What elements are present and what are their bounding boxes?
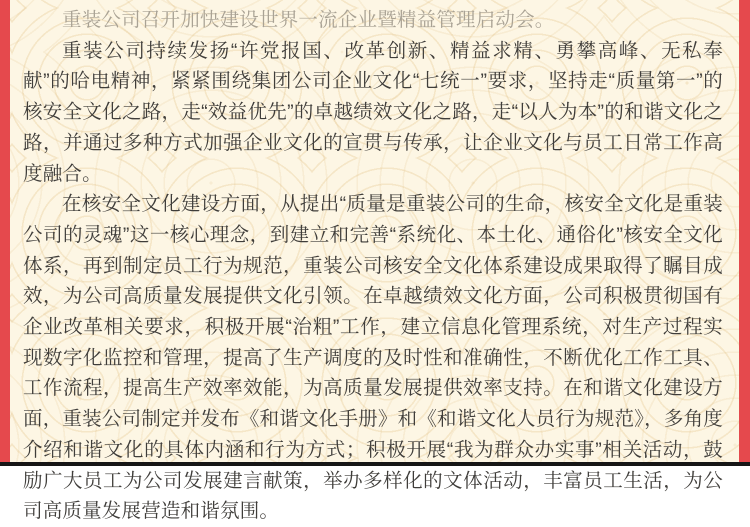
right-red-edge-bar (739, 0, 750, 466)
body-paragraph-2: 在核安全文化建设方面，从提出“质量是重装公司的生命，核安全文化是重装公司的灵魂”这一核心理念，到建立和完善“系统化、本土化、通俗化”核安全文化体系，再到制定员工行为规范，重装公司核安全文化体系建设成果取得了瞩目成效，为公司高质量发展提供文化引领。在卓越绩效文化方面，公司积极贯彻国有企业改革相关要求，积极开展“治粗”工作，建立信息化管理系统，对生产过程实现数字化监控和管理，提高了生产调度的及时性和准确性，不断优化工作工具、工作流程，提高生产效率效能，为高质量发展提供效率支持。在和谐文化建设方面，重装公司制定并发布《和谐文化手册》和《和谐文化人员行为规范》，多角度介绍和谐文化的具体内涵和行为方式；积极开展“我为群众办实事”相关活动，鼓励广大员工为公司发展建言献策，举办多样化的文体活动，丰富员工生活，为公司高质量发展营造和谐氛围。 (23, 193, 723, 523)
bottom-black-rule (0, 462, 750, 466)
article-body (23, 5, 723, 527)
body-paragraph-1: 重装公司持续发扬“许党报国、改革创新、精益求精、勇攀高峰、无私奉献”的哈电精神，紧紧围绕集团公司企业文化“七统一”要求，坚持走“质量第一”的核安全文化之路，走“效益优先”的卓越绩效文化之路，走“以人为本”的和谐文化之路，并通过多种方式加强企业文化的宣贯与传承，让企业文化与员工日常工作高度融合。 (23, 39, 723, 185)
photo-caption: 重装公司召开加快建设世界一流企业暨精益管理启动会。 (62, 9, 555, 31)
left-red-edge-bar (0, 0, 10, 466)
